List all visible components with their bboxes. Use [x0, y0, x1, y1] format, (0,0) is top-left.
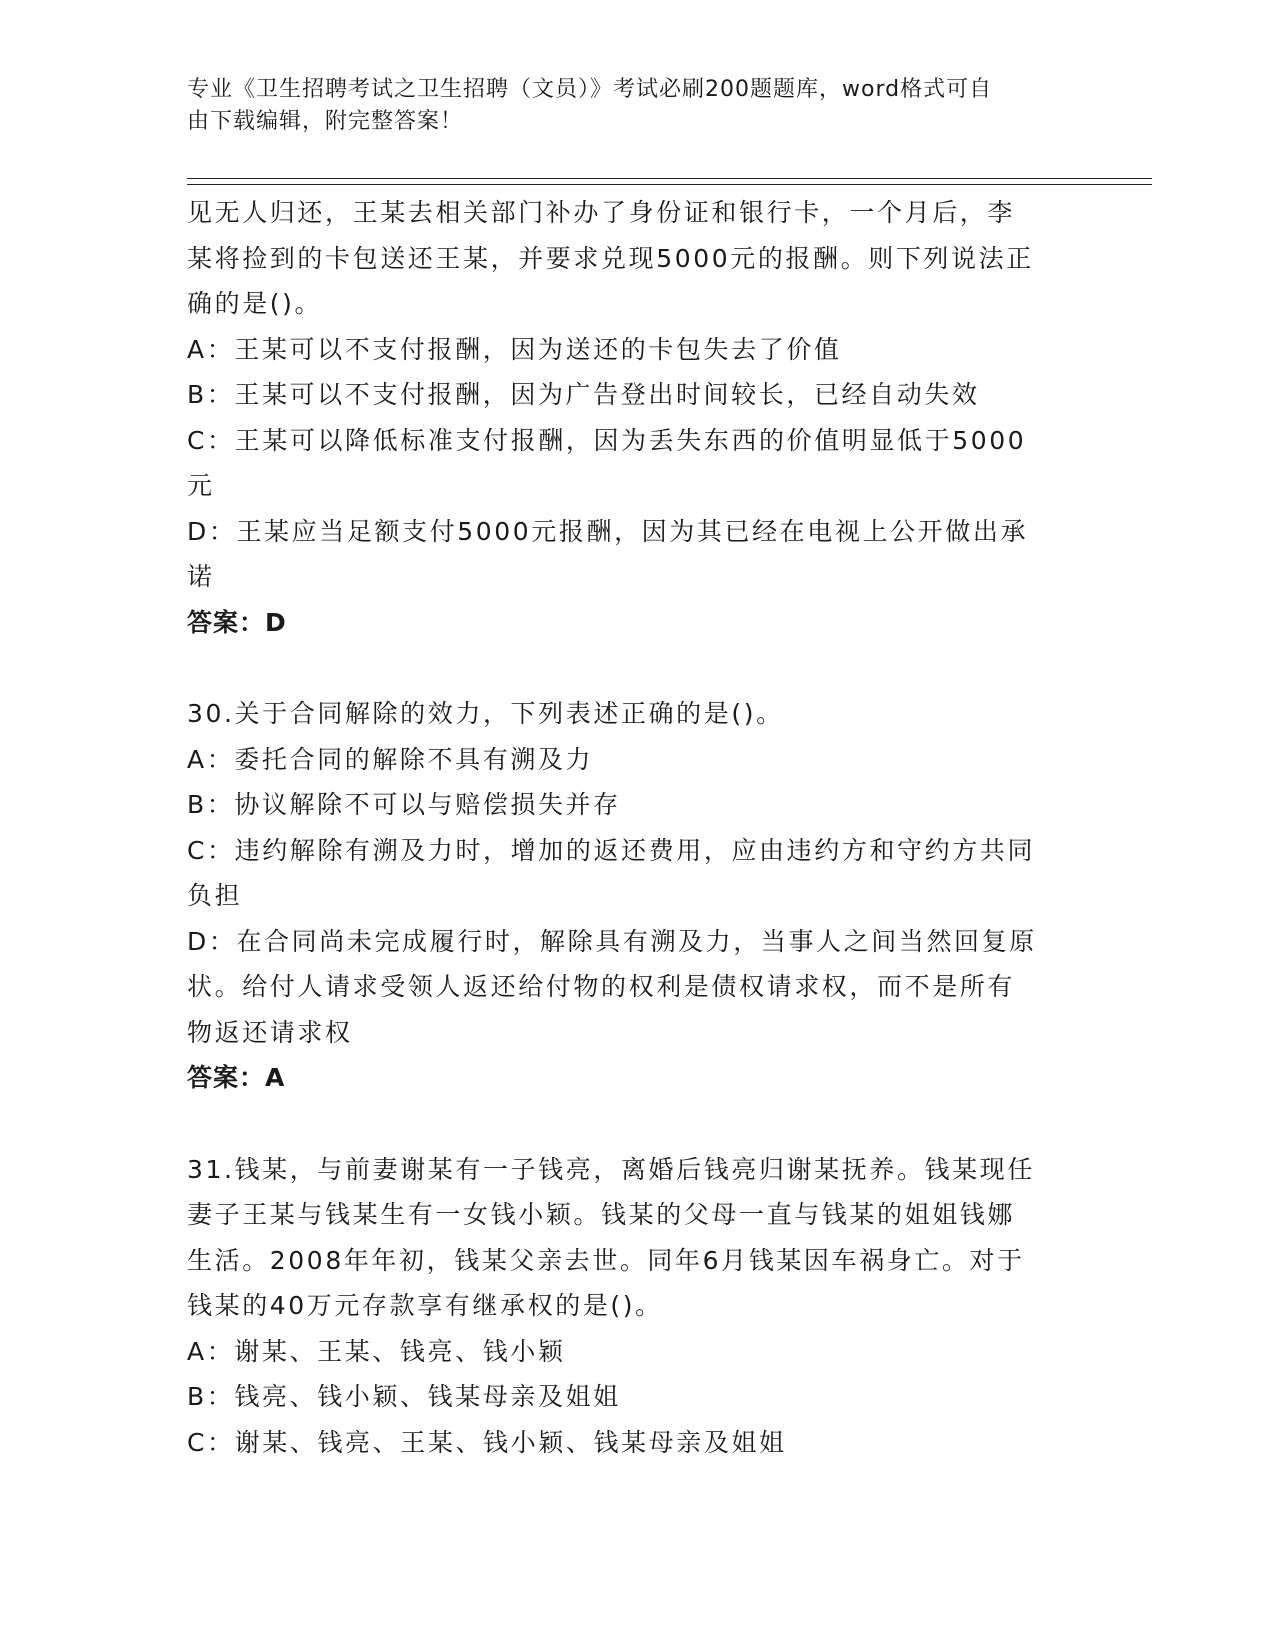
option-a: A：王某可以不支付报酬，因为送还的卡包失去了价值 [187, 334, 842, 364]
option-d-continued: 状。给付人请求受领人返还给付物的权利是债权请求权，而不是所有 [187, 972, 1016, 1001]
option-c-continued: 元 [187, 471, 215, 500]
header-divider-bottom [187, 184, 1152, 185]
question-31 [187, 1147, 1087, 1466]
option-b: B：协议解除不可以与赔偿损失并存 [187, 790, 621, 819]
option-d-continued: 物返还请求权 [187, 1017, 353, 1047]
question-spacer [187, 645, 1087, 691]
question-stem-line: 31.钱某，与前妻谢某有一子钱亮，离婚后钱亮归谢某抚养。钱某现任 [187, 1154, 1035, 1184]
document-header [187, 74, 1067, 138]
option-d: D：王某应当足额支付5000元报酬，因为其已经在电视上公开做出承 [187, 516, 1029, 546]
option-c: C：违约解除有溯及力时，增加的返还费用，应由违约方和守约方共同 [187, 835, 1036, 865]
question-30 [187, 691, 1087, 1101]
question-stem-line: 见无人归还，王某去相关部门补办了身份证和银行卡，一个月后，李 [187, 198, 1016, 227]
question-stem-line: 确的是()。 [187, 289, 323, 318]
answer-label: 答案：D [187, 607, 287, 637]
option-b: B：王某可以不支付报酬，因为广告登出时间较长，已经自动失效 [187, 380, 980, 409]
question-stem-line: 某将捡到的卡包送还王某，并要求兑现5000元的报酬。则下列说法正 [187, 243, 1034, 273]
option-d: D：在合同尚未完成履行时，解除具有溯及力，当事人之间当然回复原 [187, 926, 1037, 956]
option-b: B：钱亮、钱小颖、钱某母亲及姐姐 [187, 1382, 621, 1411]
answer-label: 答案：A [187, 1063, 286, 1092]
option-d-continued: 诺 [187, 562, 215, 591]
question-spacer [187, 1101, 1087, 1147]
option-c-continued: 负担 [187, 881, 243, 910]
header-line-2: 由下载编辑，附完整答案！ [187, 109, 464, 134]
document-body [187, 190, 1087, 1465]
question-stem-line: 钱某的40万元存款享有继承权的是()。 [187, 1291, 663, 1320]
question-stem-line: 妻子王某与钱某生有一女钱小颖。钱某的父母一直与钱某的姐姐钱娜 [187, 1200, 1016, 1229]
question-29 [187, 190, 1087, 645]
option-c: C：王某可以降低标准支付报酬，因为丢失东西的价值明显低于5000 [187, 425, 1027, 455]
header-divider-top [187, 178, 1152, 179]
question-stem-line: 生活。2008年年初，钱某父亲去世。同年6月钱某因车祸身亡。对于 [187, 1245, 1025, 1275]
question-stem: 30.关于合同解除的效力，下列表述正确的是()。 [187, 699, 784, 728]
header-line-1: 专业《卫生招聘考试之卫生招聘（文员）》考试必刷200题题库，word格式可自 [187, 77, 993, 102]
option-a: A：委托合同的解除不具有溯及力 [187, 744, 594, 774]
option-a: A：谢某、王某、钱亮、钱小颖 [187, 1336, 566, 1366]
option-c: C：谢某、钱亮、王某、钱小颖、钱某母亲及姐姐 [187, 1427, 787, 1457]
